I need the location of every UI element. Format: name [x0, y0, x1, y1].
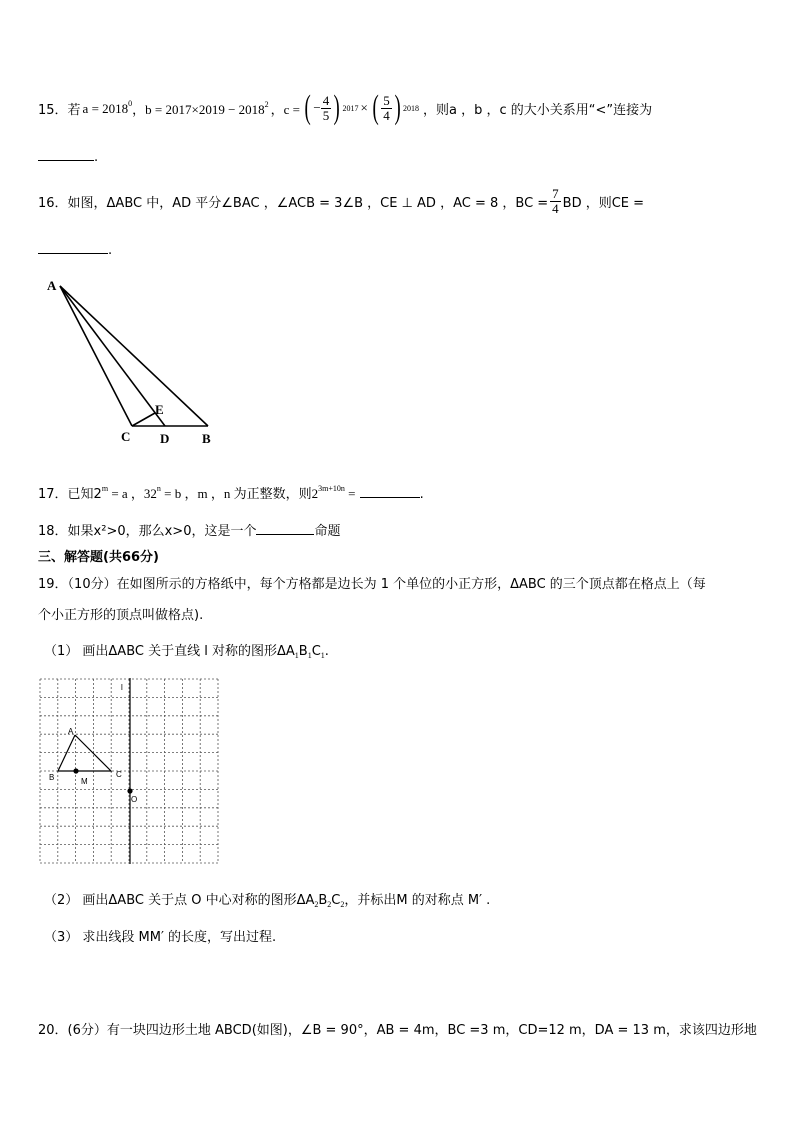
- label-A: A: [47, 278, 57, 293]
- q16-answer-line: .: [38, 241, 112, 258]
- point-M: [73, 768, 78, 773]
- q16-text-a: 16．如图，ΔABC 中，AD 平分∠BAC ，∠ACB = 3∠B ，CE ⊥ AD ，AC = 8 ，BC =: [38, 195, 549, 211]
- q15-line: 15．若 $a = 2018^0$ ，$b = 2017\times 2019 - 2018^2$ ，c = ( − $\frac{4}{5}$ ) 2017 × ( $\frac{5}{4}$ ) 2018 ，则a ，b ，c 的大小关系用“<”连接为: [38, 89, 653, 126]
- q20-line: 20．(6分）有一块四边形土地 ABCD(如图)，∠B = 90°，AB = 4m，BC =3 m，CD=12 m，DA = 13 m，求该四边形地: [38, 1023, 757, 1038]
- q15-tail: ，则a ，b ，c 的大小关系用“<”连接为: [423, 102, 653, 118]
- q15-a-eq: $a = 2018^0$: [82, 99, 133, 116]
- label-E: E: [155, 402, 164, 417]
- label-A: A: [68, 727, 74, 736]
- label-O: O: [131, 795, 138, 804]
- q16-line: [38, 182, 644, 220]
- q16-fraction: $\frac{7}{4}$: [552, 185, 559, 216]
- q15-answer-line: .: [38, 148, 98, 165]
- q15-minus: −: [313, 100, 321, 115]
- q18-blank: [256, 522, 314, 535]
- q16-triangle-figure: [40, 276, 230, 452]
- q18-line: 18．如果x²>0，那么x>0，这是一个 命题: [38, 524, 341, 539]
- label-l: l: [121, 683, 123, 692]
- segment-AC: [60, 286, 132, 426]
- q19-part-1: （1） 画出ΔABC 关于直线 l 对称的图形$\Delta A_1B_1C_1$.: [44, 644, 329, 660]
- q15-number: 15．若: [38, 102, 81, 118]
- label-M: M: [81, 777, 88, 786]
- segment-AB: [60, 286, 208, 426]
- q19-line-1: 19．（10分）在如图所示的方格纸中，每个方格都是边长为 1 个单位的小正方形，ΔABC 的三个顶点都在格点上（每: [38, 577, 706, 592]
- q17-blank: [360, 485, 420, 498]
- q15-c-eq: ，c =: [270, 101, 301, 117]
- point-O: [127, 788, 132, 793]
- q15-b-eq: ，$b = 2017\times 2019 - 2018^2$: [132, 99, 269, 117]
- q17-line: 17．已知$2^m = a$ ，$32^n = b$ ，m ，n 为正整数，则$2^{3m+10n}$ = .: [38, 484, 424, 502]
- q15-fraction-2: $\frac{5}{4}$: [383, 92, 390, 123]
- q19-part-2: （2） 画出ΔABC 关于点 O 中心对称的图形$\Delta A_2B_2C_2$，并标出M 的对称点 M′ .: [44, 893, 491, 909]
- label-C: C: [121, 429, 131, 444]
- q19-grid-figure: [39, 678, 221, 866]
- label-C: C: [116, 770, 122, 779]
- q15-blank: [38, 148, 94, 161]
- segment-AD: [60, 286, 165, 426]
- q15-exp-2: 2018: [403, 103, 420, 113]
- label-D: D: [160, 431, 170, 446]
- label-B: B: [202, 431, 211, 446]
- q15-fraction-1: $\frac{4}{5}$: [322, 92, 330, 123]
- label-B: B: [49, 773, 55, 782]
- q19-line-2: 个小正方形的顶点叫做格点).: [38, 608, 204, 623]
- segment-CE: [132, 413, 155, 426]
- q16-blank: [38, 241, 108, 254]
- q16-text-b: BD ，则CE =: [562, 195, 645, 211]
- q19-part-3: （3） 求出线段 MM′ 的长度，写出过程.: [44, 930, 277, 945]
- section-3-title: 三、解答题(共66分): [38, 550, 159, 565]
- q15-times: ×: [360, 100, 368, 115]
- q15-exp-1: 2017: [342, 103, 359, 113]
